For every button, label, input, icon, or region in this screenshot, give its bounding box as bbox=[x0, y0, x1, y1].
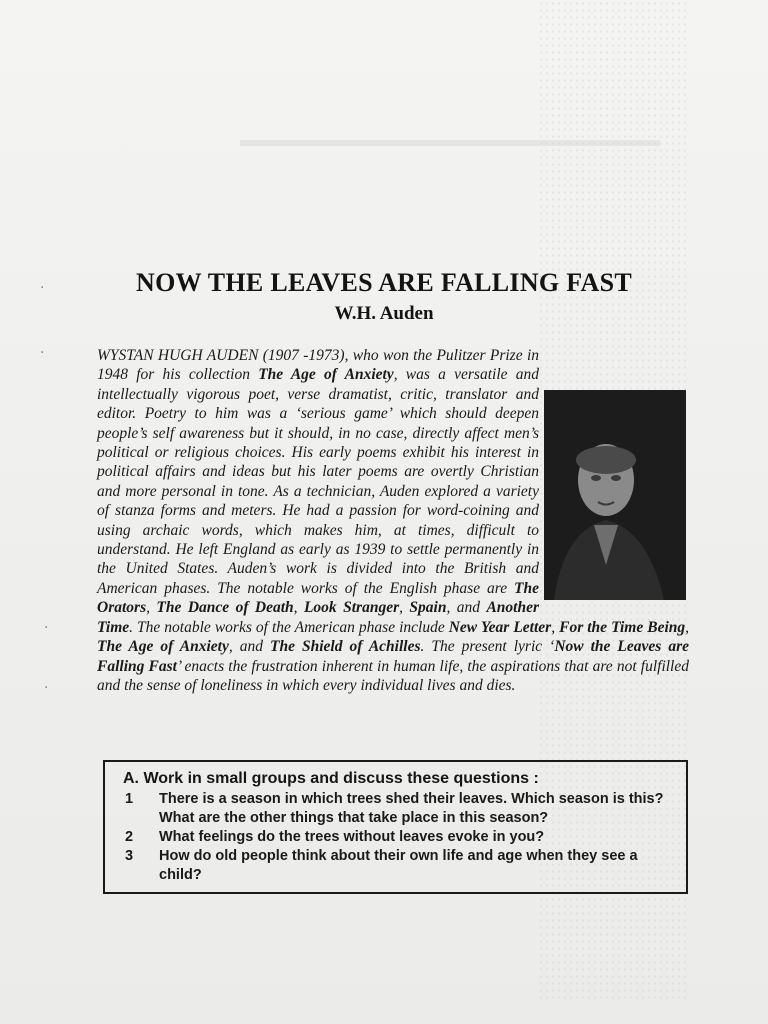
question-item bbox=[123, 790, 676, 828]
poem-title: NOW THE LEAVES ARE FALLING FAST bbox=[136, 268, 632, 297]
work-title: The Age of Anxiety bbox=[97, 638, 229, 656]
work-title: The Shield of Achilles bbox=[269, 638, 421, 656]
question-item bbox=[123, 847, 676, 885]
question-text: What feelings do the trees without leaves evoke in you? bbox=[159, 829, 545, 845]
work-title: Another Time bbox=[97, 599, 540, 636]
intro-text: , bbox=[685, 618, 690, 636]
question-text: How do old people think about their own life and age when they see a child? bbox=[159, 848, 638, 883]
question-number: 1 bbox=[125, 791, 134, 807]
intro-text: , bbox=[293, 599, 304, 617]
intro-text: . The present lyric ‘ bbox=[420, 638, 555, 656]
question-item bbox=[123, 828, 676, 847]
intro-text: , bbox=[146, 599, 157, 617]
intro-text: , and bbox=[228, 638, 270, 656]
question-text: There is a season in which trees shed their leaves. Which season is this? What are the other things that take place in this season? bbox=[159, 791, 664, 826]
questions-heading: A. Work in small groups and discuss these questions : bbox=[123, 770, 539, 787]
portrait-spacer bbox=[539, 388, 689, 600]
discussion-questions-box bbox=[103, 760, 688, 894]
work-title: Spain bbox=[409, 599, 447, 617]
introduction-text bbox=[97, 346, 689, 695]
work-title: The Orators bbox=[97, 579, 539, 617]
intro-text: , bbox=[551, 618, 560, 636]
work-title: For the Time Being bbox=[559, 618, 686, 636]
intro-text: , was a versatile and intellectually vigorous poet, verse dramatist, critic, translator and editor. Poetry to him was a ‘serious game’ which should deepen people’s self awareness but it should, in no case, directly affect men’s political or religious choices. His early poems exhibit his interest in political affairs and ideas but his later poems are overtly Christian and more personal in tone. As a technician, Auden explored a variety of stanza forms and meters. He had a passion for word-coining and using archaic words, which makes him, at times, difficult to understand. He left England as early as 1939 to settle permanently in the United States. Auden’s work is divided into the British and American phases. The notable works of the English phase are bbox=[97, 366, 539, 597]
work-title: Look Stranger bbox=[303, 599, 400, 617]
work-title: The Dance of Death bbox=[156, 599, 294, 617]
intro-text: ’ enacts the frustration inherent in human life, the aspirations that are not fulfilled and the sense of loneliness in which every individual lives and dies. bbox=[97, 657, 689, 694]
intro-text: . The notable works of the American phase include bbox=[129, 618, 449, 636]
scan-dot: · bbox=[44, 680, 49, 696]
intro-text: WYSTAN HUGH AUDEN (1907 -1973), who won the Pulitzer Prize in 1948 for his collection bbox=[97, 347, 539, 384]
bleed-through bbox=[240, 140, 660, 146]
work-title: New Year Letter bbox=[448, 618, 552, 636]
question-number: 3 bbox=[125, 848, 134, 864]
work-title: The Age of Anxiety bbox=[258, 366, 394, 384]
intro-text: , and bbox=[446, 599, 487, 617]
author-introduction bbox=[97, 346, 689, 695]
scan-dot: · bbox=[40, 345, 45, 361]
scan-dot: · bbox=[44, 620, 49, 636]
work-title: Now the Leaves are Falling Fast bbox=[97, 638, 689, 675]
poem-author: W.H. Auden bbox=[334, 303, 434, 324]
intro-text: , bbox=[399, 599, 410, 617]
scan-dot: · bbox=[40, 280, 45, 296]
question-number: 2 bbox=[125, 829, 134, 845]
